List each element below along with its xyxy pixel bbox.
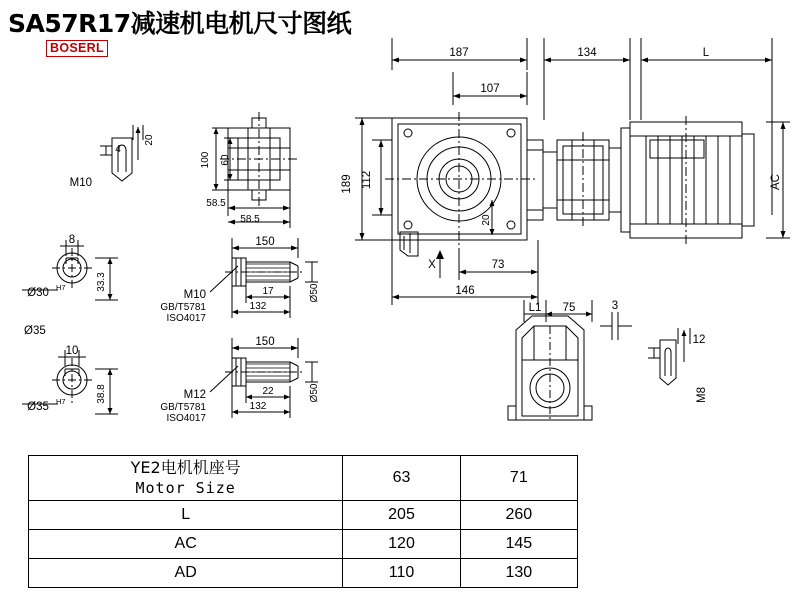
label-M10-key: M10 [69, 177, 92, 189]
dim-107: 107 [480, 83, 500, 95]
table-header-label-en: Motor Size [135, 479, 236, 497]
dim-73: 73 [491, 259, 505, 271]
dim-bolt2-22: 22 [262, 386, 274, 397]
label-bolt1-M10: M10 [183, 289, 206, 301]
dim-38-8: 38.8 [96, 384, 107, 404]
table-header-col-71: 71 [460, 456, 577, 501]
row-L-63: 205 [343, 501, 460, 530]
row-AC-71: 145 [460, 530, 577, 559]
dim-134: 134 [577, 47, 597, 59]
label-bolt2-std1: GB/T5781 [160, 402, 206, 413]
dim-d30: Ø30 [27, 287, 49, 299]
dim-bolt1-132: 132 [249, 301, 267, 312]
row-label-AD: AD [29, 559, 343, 588]
table-row [29, 559, 578, 588]
dim-112: 112 [361, 170, 373, 190]
row-AD-71: 130 [460, 559, 577, 588]
dim-bolt1-17: 17 [262, 286, 274, 297]
table-header-label [29, 456, 343, 501]
label-bolt2-std2: ISO4017 [166, 413, 206, 424]
dim-12: 12 [692, 334, 706, 346]
table-row [29, 501, 578, 530]
dim-bolt1-D50: Ø50 [309, 283, 320, 303]
dim-bolt2-132: 132 [249, 401, 267, 412]
row-label-AC: AC [29, 530, 343, 559]
dim-d35: Ø35 [24, 325, 46, 337]
dim-L: L [702, 47, 710, 59]
row-AD-63: 110 [343, 559, 460, 588]
dim-146: 146 [455, 285, 475, 297]
dim-58-5-a: 58.5 [206, 198, 226, 209]
dim-d35-h7: H7 [56, 397, 66, 406]
dim-75: 75 [562, 302, 576, 314]
row-AC-63: 120 [343, 530, 460, 559]
dim-8: 8 [68, 234, 76, 246]
dim-33-3: 33.3 [96, 272, 107, 292]
dim-bolt2-D50: Ø50 [309, 383, 320, 403]
table-row [29, 530, 578, 559]
label-M8: M8 [696, 387, 708, 403]
dim-10: 10 [65, 345, 79, 357]
dim-60: 60 [220, 154, 231, 166]
dim-bolt2-150: 150 [255, 336, 275, 348]
dim-key-20: 20 [144, 134, 155, 146]
table-header-row [29, 456, 578, 501]
dim-AC: AC [770, 174, 782, 190]
row-label-L: L [29, 501, 343, 530]
dim-d30-h7: H7 [56, 283, 66, 292]
dim-d35h7: Ø35 [27, 401, 49, 413]
dim-L1: L1 [528, 302, 542, 314]
dim-187: 187 [449, 47, 469, 59]
label-bolt2-M12: M12 [183, 389, 206, 401]
table-header-label-cn: YE2电机机座号 [130, 458, 241, 477]
label-bolt1-std2: ISO4017 [166, 313, 206, 324]
dim-bolt1-150: 150 [255, 236, 275, 248]
table-header-col-63: 63 [343, 456, 460, 501]
dim-189: 189 [341, 174, 353, 194]
page-title: SA57R17减速机电机尺寸图纸 [8, 9, 352, 38]
dim-3: 3 [611, 300, 619, 312]
label-bolt1-std1: GB/T5781 [160, 302, 206, 313]
dim-key-4: 4 [115, 144, 121, 155]
dim-20-inner: 20 [481, 214, 492, 226]
dim-100: 100 [200, 151, 211, 169]
motor-size-table [28, 455, 578, 588]
mark-X: X [428, 259, 436, 271]
brand-logo: BOSERL [46, 40, 108, 57]
dim-58-5-b: 58.5 [240, 214, 260, 225]
row-L-71: 260 [460, 501, 577, 530]
